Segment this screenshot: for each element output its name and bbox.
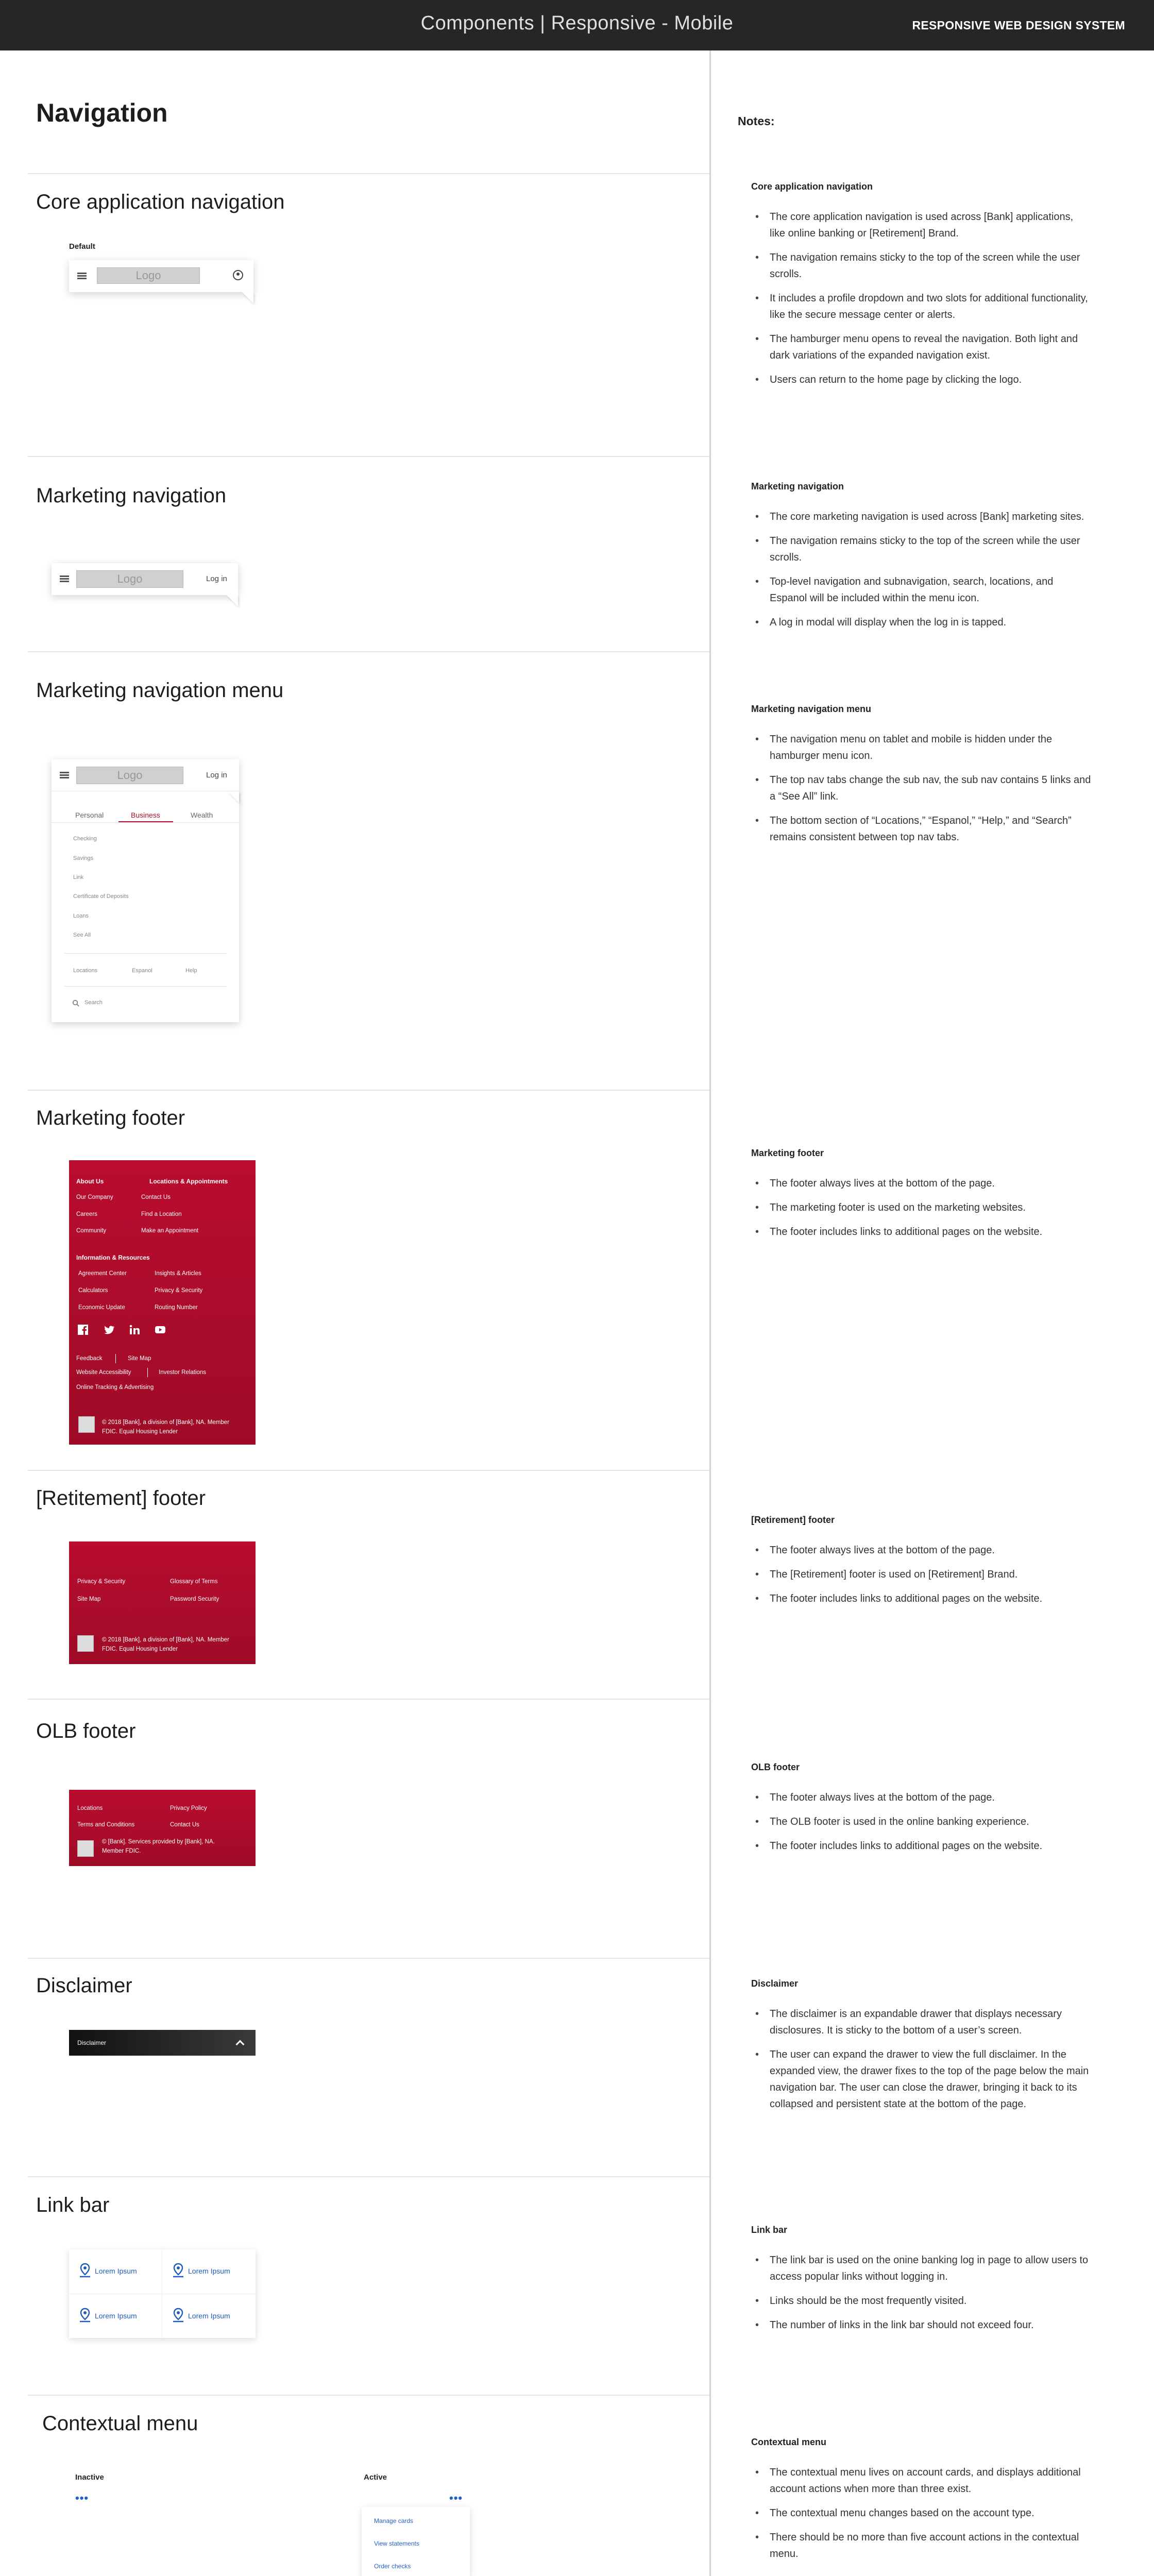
menu-link-savings[interactable]: Savings <box>73 855 94 861</box>
disclaimer-drawer[interactable] <box>69 2030 256 2056</box>
marketing-nav-bar <box>52 563 238 595</box>
footer-link[interactable]: Community <box>76 1228 107 1234</box>
note-item: • Top-level navigation and subnavigation, search, locations, and Espanol will be included within the menu icon. <box>751 573 1091 606</box>
logo[interactable]: Logo <box>76 767 183 784</box>
footer-link[interactable]: Terms and Conditions <box>77 1822 135 1828</box>
copyright-line: © [Bank]. Services provided by [Bank], NA. <box>102 1839 215 1845</box>
note-item: • The contextual menu lives on account cards, and displays additional account actions when more than three exist. <box>751 2464 1091 2497</box>
disclaimer-label: Disclaimer <box>77 2039 107 2046</box>
menu-link-see-all[interactable]: See All <box>73 932 91 938</box>
note-title: Contextual menu <box>751 2437 827 2447</box>
note-item: • The hamburger menu opens to reveal the navigation. Both light and dark variations of the expanded navigation exist. <box>751 331 1091 364</box>
note-item: • The OLB footer is used in the online banking experience. <box>751 1814 1091 1830</box>
copyright-line: Member FDIC. <box>102 1848 141 1854</box>
location-pin-icon <box>78 2308 92 2323</box>
section-title-disclaimer: Disclaimer <box>36 1974 132 1997</box>
footer-link[interactable]: Privacy & Security <box>77 1579 126 1585</box>
more-options-icon[interactable]: ••• <box>449 2492 463 2504</box>
section-title-olb-footer: OLB footer <box>36 1720 136 1742</box>
footer-about-heading: About Us <box>76 1178 104 1185</box>
section-divider <box>28 2176 709 2177</box>
menu-link-loans[interactable]: Loans <box>73 913 89 919</box>
note-list <box>751 731 1091 845</box>
section-title-retirement-footer: [Retitement] footer <box>36 1487 206 1510</box>
note-item: • The disclaimer is an expandable drawer that displays necessary disclosures. It is sticky to the bottom of a user’s screen. <box>751 2006 1091 2039</box>
login-link[interactable]: Log in <box>206 771 227 779</box>
note-item: • There should be no more than five account actions in the contextual menu. <box>751 2529 1091 2562</box>
footer-link-online-tracking[interactable]: Online Tracking & Advertising <box>76 1384 154 1391</box>
youtube-icon[interactable] <box>155 1324 166 1335</box>
menu-link-locations[interactable]: Locations <box>73 968 98 974</box>
note-item: • The navigation remains sticky to the top of the screen while the user scrolls. <box>751 249 1091 282</box>
link-bar-label: Lorem Ipsum <box>95 2267 137 2275</box>
default-label: Default <box>69 242 95 251</box>
hamburger-menu-icon[interactable] <box>60 575 69 583</box>
note-list <box>751 2006 1091 2112</box>
note-list <box>751 2464 1091 2562</box>
note-item: • The link bar is used on the onine banking log in page to allow users to access popular links without logging in. <box>751 2252 1091 2285</box>
notes-heading: Notes: <box>738 114 775 128</box>
footer-link[interactable]: Contact Us <box>141 1194 171 1200</box>
section-divider <box>28 651 709 652</box>
chevron-up-icon[interactable] <box>236 2040 245 2049</box>
note-title: OLB footer <box>751 1762 800 1772</box>
note-title: Disclaimer <box>751 1978 799 1989</box>
retirement-footer <box>69 1541 256 1664</box>
note-title: Core application navigation <box>751 181 873 192</box>
note-title: Link bar <box>751 2225 788 2235</box>
footer-link[interactable]: Contact Us <box>170 1822 199 1828</box>
linkedin-icon[interactable] <box>129 1324 140 1335</box>
logo[interactable]: Logo <box>76 570 183 588</box>
footer-separator <box>115 1354 116 1363</box>
note-olb-footer <box>751 1762 1091 1862</box>
card-corner-tail <box>242 292 253 303</box>
note-item: • The footer includes links to additional pages on the website. <box>751 1224 1091 1240</box>
page-title: Navigation <box>36 98 168 127</box>
note-item: • The top nav tabs change the sub nav, the sub nav contains 5 links and a “See All” link. <box>751 772 1091 805</box>
footer-link[interactable]: Password Security <box>170 1596 219 1602</box>
twitter-icon[interactable] <box>103 1324 114 1335</box>
footer-info-heading: Information & Resources <box>76 1254 150 1261</box>
note-list <box>751 1175 1091 1240</box>
footer-locations-heading: Locations & Appointments <box>149 1178 228 1185</box>
footer-link[interactable]: Calculators <box>78 1287 108 1294</box>
section-divider <box>28 173 709 174</box>
footer-logo <box>77 1840 94 1857</box>
footer-link[interactable]: Routing Number <box>155 1304 198 1311</box>
tab-personal[interactable]: Personal <box>75 811 104 819</box>
active-label: Active <box>364 2473 387 2482</box>
context-item-order-checks[interactable]: Order checks <box>374 2563 411 2570</box>
link-bar-item[interactable] <box>69 2294 162 2338</box>
header-title: Components | Responsive - Mobile <box>420 12 734 34</box>
menu-link-checking[interactable]: Checking <box>73 836 97 842</box>
contextual-menu-dropdown <box>362 2507 470 2576</box>
copyright-line: FDIC. Equal Housing Lender <box>102 1646 178 1652</box>
copyright-line: FDIC. Equal Housing Lender <box>102 1429 178 1435</box>
tab-business[interactable]: Business <box>131 811 160 819</box>
card-corner-tail <box>228 791 239 803</box>
marketing-menu-panel <box>52 759 239 1022</box>
location-pin-icon <box>172 2263 185 2278</box>
menu-link-espanol[interactable]: Espanol <box>132 968 152 974</box>
note-item: • A log in modal will display when the log in is tapped. <box>751 614 1091 631</box>
note-item: • Links should be the most frequently visited. <box>751 2293 1091 2309</box>
footer-link[interactable]: Privacy Policy <box>170 1805 207 1811</box>
link-bar-label: Lorem Ipsum <box>95 2312 137 2320</box>
section-divider <box>28 2395 709 2396</box>
link-bar-item[interactable] <box>69 2249 162 2294</box>
note-list <box>751 1542 1091 1607</box>
footer-link[interactable]: Agreement Center <box>78 1270 127 1277</box>
note-item: • The marketing footer is used on the marketing websites. <box>751 1199 1091 1216</box>
footer-link-site-map[interactable]: Site Map <box>128 1355 151 1362</box>
link-bar-label: Lorem Ipsum <box>188 2267 230 2275</box>
logo[interactable]: Logo <box>97 267 200 284</box>
footer-logo <box>77 1635 94 1652</box>
footer-link[interactable]: Economic Update <box>78 1304 125 1311</box>
footer-separator <box>147 1368 148 1377</box>
section-divider <box>28 456 709 457</box>
footer-link-accessibility[interactable]: Website Accessibility <box>76 1369 131 1376</box>
copyright-line: © 2018 [Bank], a division of [Bank], NA. Member <box>102 1419 229 1426</box>
footer-link-investor-relations[interactable]: Investor Relations <box>159 1369 207 1376</box>
note-marketing-nav <box>751 481 1091 638</box>
section-title-marketing-nav: Marketing navigation <box>36 484 227 507</box>
note-item: • The navigation remains sticky to the top of the screen while the user scrolls. <box>751 533 1091 566</box>
note-link-bar <box>751 2225 1091 2341</box>
card-corner-tail <box>227 595 238 606</box>
footer-copyright <box>102 1635 229 1654</box>
footer-link[interactable]: Privacy & Security <box>155 1287 203 1294</box>
footer-logo <box>78 1416 95 1433</box>
link-bar-item[interactable] <box>162 2249 255 2294</box>
note-contextual-menu <box>751 2437 1091 2570</box>
context-item-view-statements[interactable]: View statements <box>374 2540 419 2547</box>
section-title-link-bar: Link bar <box>36 2194 110 2216</box>
note-core-nav <box>751 181 1091 396</box>
footer-link-feedback[interactable]: Feedback <box>76 1355 103 1362</box>
menu-link-link[interactable]: Link <box>73 874 84 880</box>
note-item: • It includes a profile dropdown and two slots for additional functionality, like the secure message center or alerts. <box>751 290 1091 323</box>
search-icon <box>72 999 79 1007</box>
column-divider <box>709 50 711 2576</box>
note-item: • The core marketing navigation is used across [Bank] marketing sites. <box>751 509 1091 525</box>
hamburger-menu-icon[interactable] <box>60 772 69 779</box>
footer-link[interactable]: Glossary of Terms <box>170 1579 218 1585</box>
note-item: • The core application navigation is used across [Bank] applications, like online banking or [Retirement] Brand. <box>751 209 1091 242</box>
note-item: • The number of links in the link bar should not exceed four. <box>751 2317 1091 2333</box>
note-list <box>751 509 1091 631</box>
top-header-bar <box>0 0 1154 50</box>
marketing-footer <box>69 1160 256 1445</box>
tab-wealth[interactable]: Wealth <box>191 811 213 819</box>
note-item: • The bottom section of “Locations,” “Espanol,” “Help,” and “Search” remains consistent between top nav tabs. <box>751 812 1091 845</box>
footer-copyright <box>102 1837 215 1856</box>
link-bar-item[interactable] <box>162 2294 255 2338</box>
header-system-label: RESPONSIVE WEB DESIGN SYSTEM <box>912 19 1125 32</box>
menu-header <box>52 759 239 791</box>
section-title-marketing-menu: Marketing navigation menu <box>36 679 284 702</box>
menu-divider <box>64 953 227 954</box>
note-item: • The footer includes links to additional pages on the website. <box>751 1838 1091 1854</box>
core-nav-bar <box>69 260 253 292</box>
link-bar <box>69 2249 256 2338</box>
menu-search[interactable]: Search <box>84 999 103 1006</box>
note-item: • The navigation menu on tablet and mobile is hidden under the hamburger menu icon. <box>751 731 1091 764</box>
note-title: Marketing navigation <box>751 481 844 492</box>
note-item: • The footer includes links to additional pages on the website. <box>751 1590 1091 1607</box>
footer-copyright <box>102 1418 229 1436</box>
note-disclaimer <box>751 1978 1091 2120</box>
footer-link[interactable]: Careers <box>76 1211 97 1217</box>
note-item: • The footer always lives at the bottom of the page. <box>751 1542 1091 1558</box>
note-item: • The contextual menu changes based on the account type. <box>751 2505 1091 2521</box>
footer-link[interactable]: Our Company <box>76 1194 113 1200</box>
olb-footer <box>69 1790 256 1866</box>
section-divider <box>28 1699 709 1700</box>
section-divider <box>28 1470 709 1471</box>
note-marketing-menu <box>751 704 1091 853</box>
profile-icon[interactable] <box>233 270 243 280</box>
tab-divider <box>52 822 239 823</box>
note-title: [Retirement] footer <box>751 1515 835 1525</box>
menu-link-certificate-of-deposits[interactable]: Certificate of Deposits <box>73 893 129 900</box>
note-item: • Users can return to the home page by clicking the logo. <box>751 371 1091 388</box>
note-list <box>751 209 1091 388</box>
copyright-line: © 2018 [Bank], a division of [Bank], NA. Member <box>102 1637 229 1643</box>
footer-link[interactable]: Make an Appointment <box>141 1228 199 1234</box>
more-options-icon[interactable]: ••• <box>75 2492 89 2504</box>
facebook-icon[interactable] <box>77 1324 89 1335</box>
section-title-contextual-menu: Contextual menu <box>42 2412 198 2435</box>
footer-link[interactable]: Find a Location <box>141 1211 182 1217</box>
hamburger-menu-icon[interactable] <box>77 273 87 280</box>
location-pin-icon <box>172 2308 185 2323</box>
note-item: • The footer always lives at the bottom of the page. <box>751 1175 1091 1192</box>
context-item-manage-cards[interactable]: Manage cards <box>374 2517 414 2524</box>
note-item: • The [Retirement] footer is used on [Retirement] Brand. <box>751 1566 1091 1583</box>
note-item: • The user can expand the drawer to view the full disclaimer. In the expanded view, the drawer fixes to the top of the page below the main navigation bar. The user can close the drawer, bringing it back to its collapsed and persistent state at the bottom of the page. <box>751 2046 1091 2112</box>
inactive-label: Inactive <box>75 2473 104 2482</box>
note-title: Marketing navigation menu <box>751 704 872 714</box>
location-pin-icon <box>78 2263 92 2278</box>
footer-link[interactable]: Locations <box>77 1805 103 1811</box>
section-divider <box>28 1090 709 1091</box>
note-list <box>751 2252 1091 2333</box>
note-marketing-footer <box>751 1148 1091 1248</box>
menu-link-help[interactable]: Help <box>185 968 197 974</box>
section-divider <box>28 1958 709 1959</box>
note-list <box>751 1789 1091 1854</box>
note-retirement-footer <box>751 1515 1091 1615</box>
section-title-core-nav: Core application navigation <box>36 191 285 213</box>
footer-link[interactable]: Site Map <box>77 1596 101 1602</box>
section-title-marketing-footer: Marketing footer <box>36 1107 185 1129</box>
note-title: Marketing footer <box>751 1148 824 1158</box>
login-link[interactable]: Log in <box>206 574 227 583</box>
link-bar-label: Lorem Ipsum <box>188 2312 230 2320</box>
menu-divider <box>64 986 227 987</box>
footer-link[interactable]: Insights & Articles <box>155 1270 201 1277</box>
note-item: • The footer always lives at the bottom of the page. <box>751 1789 1091 1806</box>
